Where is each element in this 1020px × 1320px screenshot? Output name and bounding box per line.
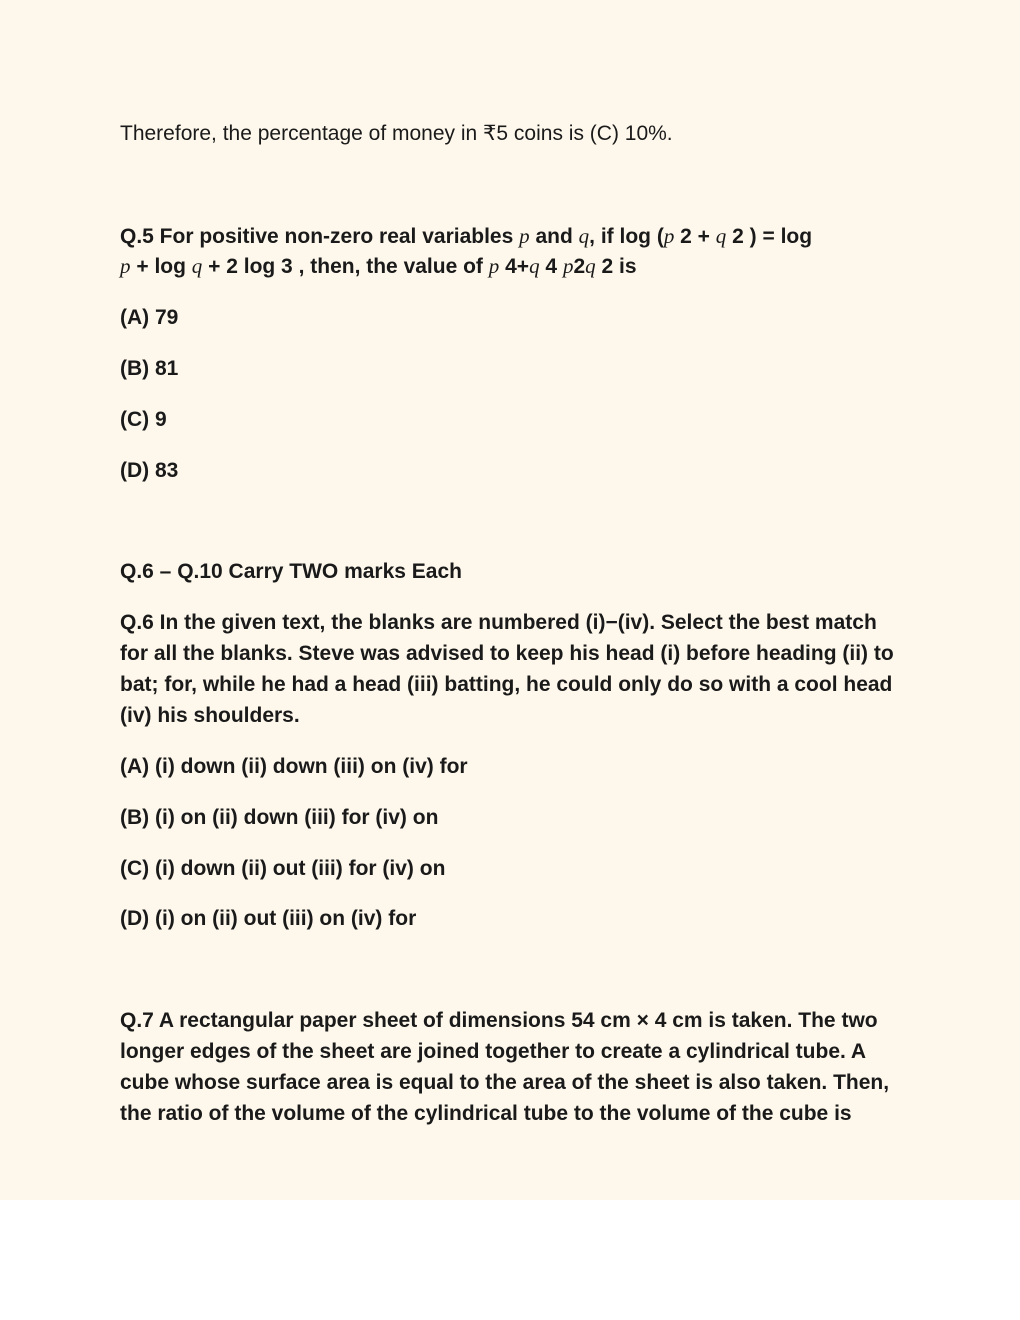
q5-var-q: q — [529, 254, 540, 278]
q5-option-a: (A) 79 — [120, 306, 179, 329]
q5-plus-log: + log — [136, 255, 186, 278]
q5-and: and — [535, 225, 573, 248]
q6-question: Q.6 In the given text, the blanks are numbered (i)−(iv). Select the best match for all the blanks. Steve was advised to keep his head (i) before heading (ii) to bat; for, while he had a head (iii) batting, he could only do so with a cool head (iv) his shoulders. — [120, 611, 894, 727]
q5-if-log: , if log ( — [589, 225, 664, 248]
q5-var-q: q — [715, 224, 727, 248]
q5-option-b: (B) 81 — [120, 357, 179, 380]
q6-option-a: (A) (i) down (ii) down (iii) on (iv) for — [120, 755, 468, 778]
section-heading: Q.6 – Q.10 Carry TWO marks Each — [120, 560, 462, 583]
q5-var-p: p — [120, 254, 131, 278]
q5-option-d: (D) 83 — [120, 459, 179, 482]
q5-option-c: (C) 9 — [120, 408, 167, 431]
previous-answer-line: Therefore, the percentage of money in ₹5 coins is (C) 10%. — [120, 122, 673, 145]
q5-2-close-eq-log: 2 ) = log — [732, 225, 813, 248]
q5-var-q: q — [578, 224, 590, 248]
q5-question-line-1 — [120, 221, 812, 252]
q5-2-plus: 2 + — [680, 225, 710, 248]
q5-plus-2log3: + 2 log 3 , then, the value of — [208, 255, 483, 278]
q5-var-p: p — [488, 254, 500, 278]
q5-2-is: 2 is — [601, 255, 637, 278]
q5-question-line-2 — [120, 251, 637, 282]
q5-label: Q.5 For positive non-zero real variables — [120, 225, 514, 248]
q5-var-p: p — [562, 254, 574, 278]
q5-2: 2 — [573, 255, 586, 278]
q7-question: Q.7 A rectangular paper sheet of dimensions 54 cm × 4 cm is taken. The two longer edges of the sheet are joined together to create a cylindrical tube. A cube whose surface area is equal to the area of the sheet is also taken. Then, the ratio of the volume of the cylindrical tube to the volume of the cube is — [120, 1009, 890, 1125]
q6-option-b: (B) (i) on (ii) down (iii) for (iv) on — [120, 806, 439, 829]
q5-var-q: q — [585, 254, 596, 278]
q5-var-q: q — [191, 254, 203, 278]
q5-var-p: p — [663, 224, 675, 248]
q5-4: 4 — [545, 255, 558, 278]
q6-option-d: (D) (i) on (ii) out (iii) on (iv) for — [120, 907, 417, 930]
q6-option-c: (C) (i) down (ii) out (iii) for (iv) on — [120, 857, 446, 880]
q5-4plus: 4+ — [505, 255, 530, 278]
q5-var-p: p — [519, 224, 530, 248]
